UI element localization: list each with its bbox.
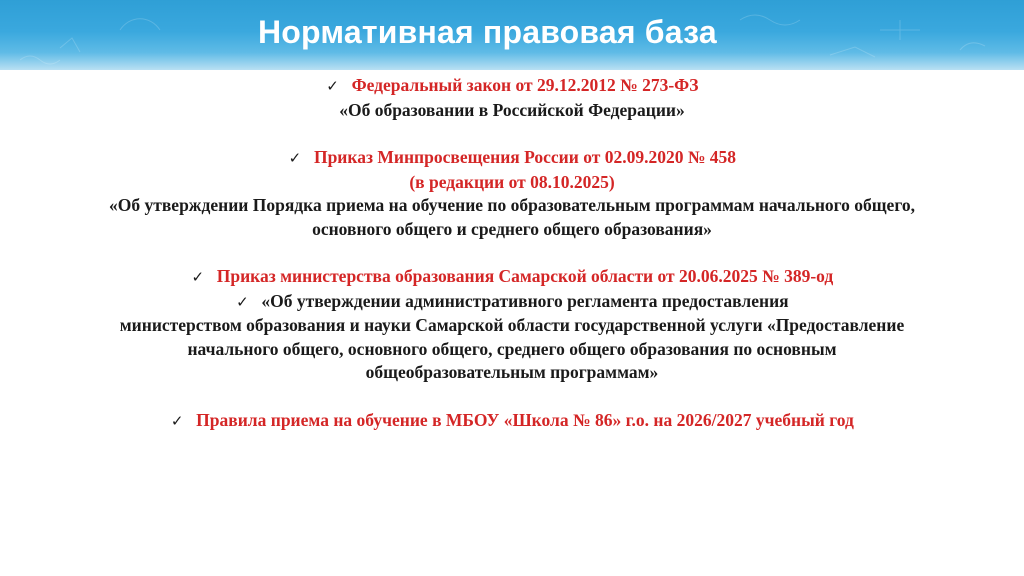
list-item-text: «Об утверждении Порядка приема на обучение по образовательным программам начального общего,	[109, 195, 915, 215]
list-item-heading	[0, 265, 1024, 290]
page-title: Нормативная правовая база	[258, 14, 717, 50]
heading-text: Правила приема на обучение в МБОУ «Школа № 86» г.о. на 2026/2027 учебный год	[196, 409, 854, 430]
list-item-text: общеобразовательным программам»	[365, 362, 659, 382]
text-line: «Об утверждении административного регламента предоставления	[261, 290, 789, 311]
list-item-text: министерством образования и науки Самарской области государственной услуги «Предоставление	[119, 315, 905, 335]
list-item-heading	[0, 146, 1024, 171]
list-item-text	[0, 290, 1024, 315]
list-item-heading	[0, 74, 1024, 99]
check-mark-icon: ✓	[326, 77, 339, 95]
list-item-text: основного общего и среднего общего образования»	[312, 218, 712, 239]
check-mark-icon: ✓	[236, 292, 249, 311]
list-item-text: «Об образовании в Российской Федерации»	[339, 99, 685, 120]
document-body	[0, 74, 1024, 433]
check-mark-icon: ✓	[288, 149, 302, 167]
check-mark-icon: ✓	[170, 411, 184, 430]
list-item-heading-line2: (в редакции от 08.10.2025)	[409, 171, 615, 192]
list-item-heading	[0, 409, 1024, 434]
heading-text: Федеральный закон от 29.12.2012 № 273-ФЗ	[351, 75, 699, 95]
heading-text: Приказ Минпросвещения России от 02.09.2020 № 458	[313, 147, 737, 167]
check-mark-icon: ✓	[191, 268, 205, 286]
list-item-text: начального общего, основного общего, среднего общего образования по основным	[187, 338, 837, 359]
title-banner	[0, 0, 1024, 70]
heading-text: Приказ министерства образования Самарской области от 20.06.2025 № 389-од	[216, 266, 834, 286]
